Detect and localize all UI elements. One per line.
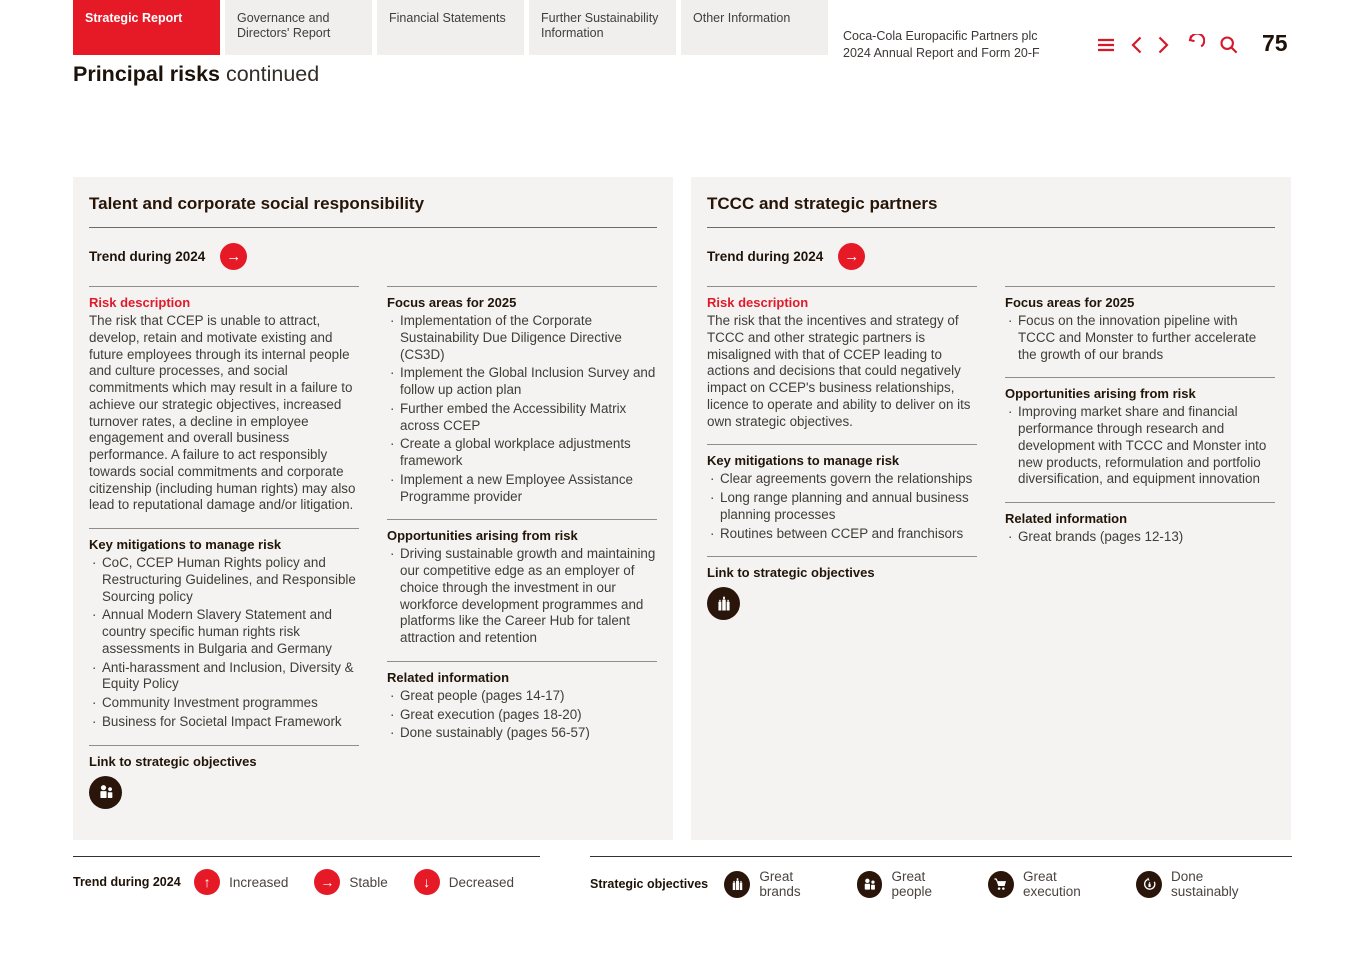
great-brands-icon: [707, 587, 740, 620]
card-column-right: [387, 286, 657, 823]
card-column-left: [89, 286, 359, 823]
focus-areas-section: [387, 286, 657, 505]
legend-label: Stable: [349, 874, 388, 890]
page-title-suffix: continued: [220, 62, 320, 86]
key-mitigations-heading: Key mitigations to manage risk: [89, 537, 282, 552]
list-item: · Done sustainably (pages 56-57): [387, 725, 657, 742]
tab-financial-statements[interactable]: Financial Statements: [377, 0, 524, 55]
tab-other-information[interactable]: Other Information: [681, 0, 828, 55]
risk-description-text: The risk that CCEP is unable to attract, develop, retain and motivate existing and future employees through its internal people and culture processes, and social commitments which may result in a failure to achieve our strategic objectives, increased turnover rates, a decline in employee engagement and overall business performance. A failure to act responsibly towards social commitments and corporate citizenship (including human rights) may also lead to reputational damage and/or litigation.: [89, 313, 356, 513]
card-column-left: [707, 286, 977, 634]
risk-description-heading: Risk description: [707, 295, 809, 310]
trend-label: Trend during 2024: [89, 248, 206, 264]
focus-areas-section: [1005, 286, 1275, 363]
related-information-heading: Related information: [387, 669, 510, 685]
key-mitigations-section: [89, 528, 359, 731]
divider: [707, 227, 1275, 228]
key-mitigations-heading: Key mitigations to manage risk: [707, 453, 900, 469]
card-title: TCCC and strategic partners: [707, 194, 938, 213]
list-item: · Routines between CCEP and franchisors: [707, 526, 977, 543]
chevron-left-icon[interactable]: [1130, 35, 1143, 55]
list-item: · Implement the Global Inclusion Survey and follow up action plan: [387, 365, 657, 399]
related-information-list: [387, 688, 657, 742]
bottles-icon: [724, 871, 750, 898]
card-title: Talent and corporate social responsibility: [89, 194, 425, 213]
legend-item-increased: [194, 869, 288, 895]
list-item: · CoC, CCEP Human Rights policy and Restructuring Guidelines, and Responsible Sourcing policy: [89, 555, 359, 605]
strategic-objectives-legend: [590, 856, 1292, 899]
related-information-section: [1005, 502, 1275, 546]
list-item: · Implementation of the Corporate Sustainability Due Diligence Directive (CS3D): [387, 313, 657, 363]
focus-areas-heading: Focus areas for 2025: [1005, 295, 1135, 310]
focus-areas-list: [1005, 313, 1275, 363]
objectives-legend-heading: Strategic objectives: [590, 877, 709, 891]
tab-strategic-report[interactable]: Strategic Report: [73, 0, 220, 55]
list-item: · Long range planning and annual business planning processes: [707, 490, 977, 524]
list-item: · Further embed the Accessibility Matrix across CCEP: [387, 401, 657, 435]
chevron-right-icon[interactable]: [1157, 35, 1170, 55]
list-item: · Great brands (pages 12-13): [1005, 529, 1275, 546]
page-title: [73, 62, 319, 87]
trend-right-badge: →: [314, 869, 340, 895]
list-item: · Anti-harassment and Inclusion, Diversity & Equity Policy: [89, 660, 359, 694]
key-mitigations-list: [89, 555, 359, 731]
list-item: · Great people (pages 14-17): [387, 688, 657, 705]
trend-row: [89, 241, 657, 271]
legend-item-great-brands: [724, 869, 834, 899]
page-title-main: Principal risks: [73, 62, 220, 86]
undo-icon[interactable]: [1184, 34, 1205, 55]
menu-icon[interactable]: [1096, 37, 1116, 53]
list-item: · Great execution (pages 18-20): [387, 707, 657, 724]
legend-item-done-sustainably: [1136, 869, 1270, 899]
focus-areas-list: [387, 313, 657, 505]
legend-item-decreased: [414, 869, 514, 895]
report-name: Coca-Cola Europacific Partners plc: [843, 29, 1038, 43]
list-item: · Community Investment programmes: [89, 695, 359, 712]
report-identifier: [843, 28, 1040, 61]
opportunities-section: [1005, 377, 1275, 488]
list-item: · Create a global workplace adjustments framework: [387, 436, 657, 470]
key-mitigations-section: [707, 444, 977, 542]
opportunities-heading: Opportunities arising from risk: [387, 528, 578, 544]
report-edition: 2024 Annual Report and Form 20-F: [843, 45, 1040, 60]
opportunities-heading: Opportunities arising from risk: [1005, 386, 1196, 402]
focus-areas-heading: Focus areas for 2025: [387, 295, 517, 310]
section-tab-bar: [73, 0, 828, 55]
list-item: · Focus on the innovation pipeline with TCCC and Monster to further accelerate the growth of our brands: [1005, 313, 1275, 363]
cart-icon: [988, 871, 1014, 898]
great-people-icon: [89, 776, 122, 809]
legend-item-great-execution: [988, 869, 1114, 899]
risk-card-talent-csr: [73, 177, 673, 840]
risk-description-text: The risk that the incentives and strategy of TCCC and other strategic partners is misaligned with that of CCEP leading to actions and decisions that could negatively impact on CCEP's business relationships, licence to operate and ability to deliver on its own strategic objectives.: [707, 313, 971, 429]
card-column-right: [1005, 286, 1275, 634]
related-information-heading: Related information: [1005, 511, 1128, 526]
page-number: 75: [1262, 30, 1288, 56]
legend-label: Great people: [891, 869, 933, 899]
list-item: · Implement a new Employee Assistance Programme provider: [387, 472, 657, 506]
divider: [89, 227, 657, 228]
tab-governance-directors-report[interactable]: Governance and Directors' Report: [225, 0, 372, 55]
tab-further-sustainability-information[interactable]: Further Sustainability Information: [529, 0, 676, 55]
search-icon[interactable]: [1219, 35, 1239, 55]
trend-down-badge: ↓: [414, 869, 440, 895]
legend-label: Great execution: [1022, 869, 1081, 899]
opportunities-list: [1005, 404, 1275, 488]
people-icon: [857, 871, 883, 898]
risk-description-heading: Risk description: [89, 295, 191, 310]
legend-label: Done sustainably: [1171, 869, 1239, 899]
trend-up-badge: ↑: [194, 869, 220, 895]
trend-legend: [73, 856, 540, 895]
risk-description-section: [89, 286, 359, 514]
list-item: · Improving market share and financial performance through research and development with TCCC and Monster into new products, reformulation and portfolio diversification, and equipment innovation: [1005, 404, 1275, 488]
link-strategic-objectives-section: [89, 745, 359, 809]
related-information-section: [387, 661, 657, 742]
recycle-icon: [1136, 871, 1162, 898]
opportunities-section: [387, 519, 657, 647]
legend-label: Great brands: [759, 869, 801, 899]
legend-label: Increased: [229, 874, 289, 890]
link-strategic-objectives-heading: Link to strategic objectives: [89, 753, 257, 769]
list-item: · Clear agreements govern the relationships: [707, 471, 977, 488]
list-item: · Business for Societal Impact Framework: [89, 714, 359, 731]
trend-stable-badge: →: [838, 243, 865, 270]
list-item: · Driving sustainable growth and maintaining our competitive edge as an employer of choice through the investment in our workforce development programmes and platforms like the Career Hub for talent attraction and retention: [387, 546, 657, 647]
trend-stable-badge: →: [220, 243, 247, 270]
link-strategic-objectives-section: [707, 556, 977, 620]
key-mitigations-list: [707, 471, 977, 542]
risk-card-tccc-strategic-partners: [691, 177, 1291, 840]
viewer-nav-controls: [1096, 34, 1239, 55]
related-information-list: [1005, 529, 1275, 546]
trend-row: [707, 241, 1275, 271]
risk-description-section: [707, 286, 977, 430]
list-item: · Annual Modern Slavery Statement and country specific human rights risk assessments in Bulgaria and Germany: [89, 607, 359, 657]
trend-legend-heading: Trend during 2024: [73, 875, 181, 889]
legend-label: Decreased: [448, 874, 514, 890]
legend-item-stable: [314, 869, 387, 895]
opportunities-list: [387, 546, 657, 647]
trend-label: Trend during 2024: [707, 248, 824, 264]
legend-item-great-people: [857, 869, 966, 899]
link-strategic-objectives-heading: Link to strategic objectives: [707, 565, 875, 581]
